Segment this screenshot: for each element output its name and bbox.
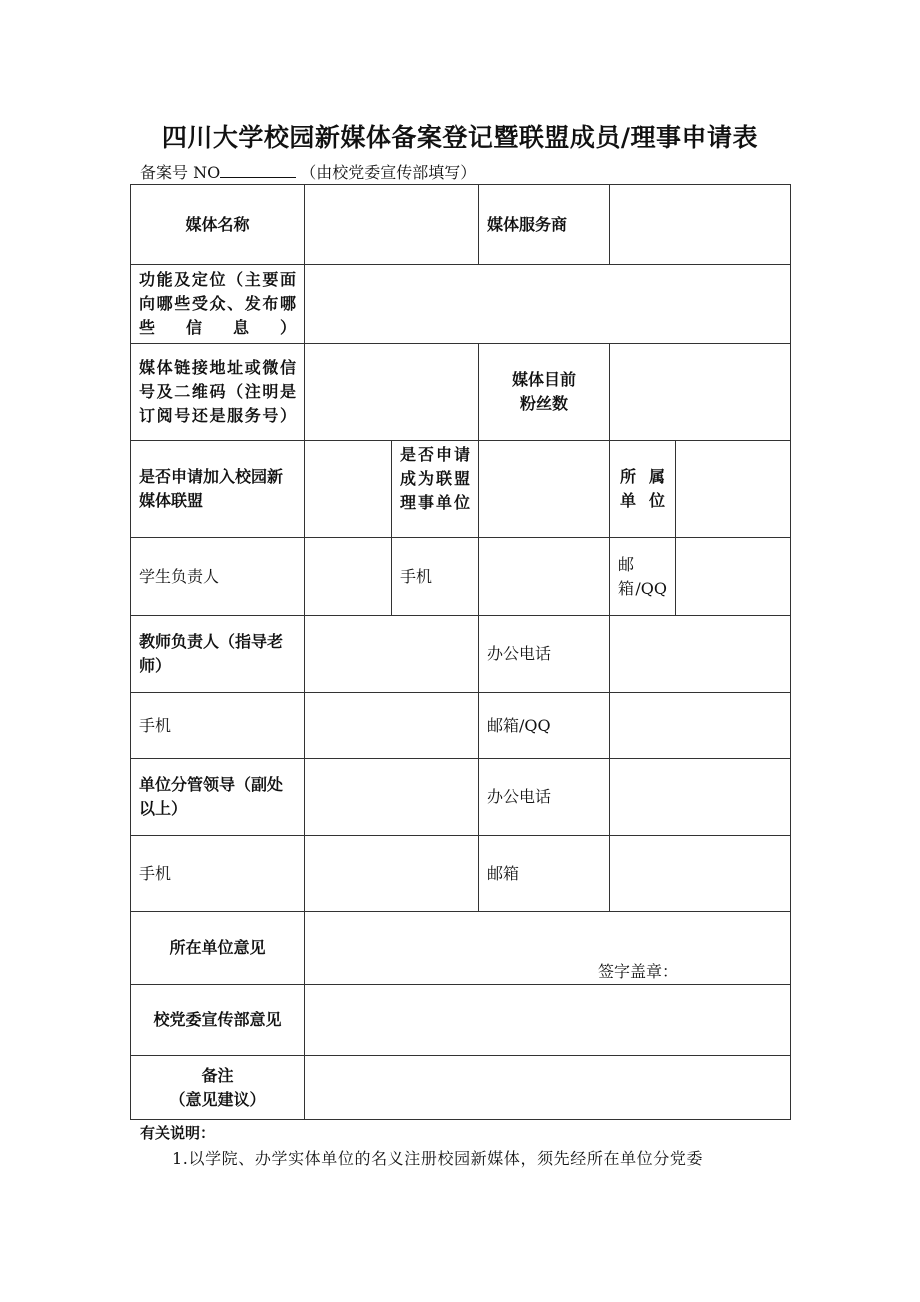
leader-phone-label: 手机 [131,836,305,912]
teacher-lead-label: 教师负责人（指导老师） [131,616,305,693]
media-name-field[interactable] [305,185,479,265]
unit-opinion-field[interactable] [305,912,791,985]
leader-office-phone-field[interactable] [610,759,791,836]
signature-label: 签字盖章： [597,962,678,981]
teacher-phone-label: 手机 [131,693,305,759]
table-row [131,759,791,836]
table-row [131,616,791,693]
affiliated-unit-field[interactable] [676,441,791,538]
function-positioning-field[interactable] [305,265,791,344]
become-director-label: 是否申请成为联盟理事单位 [392,441,479,538]
registration-number-field[interactable] [220,161,296,178]
remarks-title: 备注 [201,1065,234,1085]
unit-leader-field[interactable] [305,759,479,836]
table-row [131,265,791,344]
leader-phone-field[interactable] [305,836,479,912]
notes-item-1: 1.以学院、办学实体单位的名义注册校园新媒体，须先经所在单位分党委 [172,1149,704,1168]
student-lead-field[interactable] [305,538,392,616]
function-positioning-label: 功能及定位（主要面向哪些受众、发布哪些信息） [131,265,305,344]
student-phone-label: 手机 [392,538,479,616]
student-email-qq-label: 邮箱/QQ [610,538,676,616]
leader-email-label: 邮箱 [479,836,610,912]
join-alliance-label: 是否申请加入校园新媒体联盟 [131,441,305,538]
leader-email-field[interactable] [610,836,791,912]
unit-leader-label: 单位分管领导（副处以上） [131,759,305,836]
teacher-phone-field[interactable] [305,693,479,759]
unit-opinion-label: 所在单位意见 [131,912,305,985]
join-alliance-field[interactable] [305,441,392,538]
table-row [131,538,791,616]
media-link-label: 媒体链接地址或微信号及二维码（注明是订阅号还是服务号） [131,344,305,441]
table-row [131,344,791,441]
registration-label: 备案号 NO [140,163,221,182]
media-name-label: 媒体名称 [131,185,305,265]
notes-title: 有关说明： [140,1124,216,1142]
teacher-office-phone-field[interactable] [610,616,791,693]
teacher-office-phone-label: 办公电话 [479,616,610,693]
become-director-field[interactable] [479,441,610,538]
party-opinion-field[interactable] [305,985,791,1056]
page-title: 四川大学校园新媒体备案登记暨联盟成员/理事申请表 [161,123,759,152]
registration-line [140,160,476,183]
teacher-email-qq-field[interactable] [610,693,791,759]
media-provider-field[interactable] [610,185,791,265]
table-row [131,1056,791,1120]
student-email-qq-field[interactable] [676,538,791,616]
table-row [131,912,791,985]
student-phone-field[interactable] [479,538,610,616]
remarks-subtitle: （意见建议） [169,1089,266,1109]
teacher-lead-field[interactable] [305,616,479,693]
table-row [131,441,791,538]
followers-field[interactable] [610,344,791,441]
table-row [131,985,791,1056]
table-row [131,693,791,759]
affiliated-unit-label: 所属单位 [610,441,676,538]
remarks-label [131,1056,305,1120]
table-row [131,185,791,265]
leader-office-phone-label: 办公电话 [479,759,610,836]
remarks-field[interactable] [305,1056,791,1120]
followers-label: 媒体目前粉丝数 [479,344,610,441]
table-row [131,836,791,912]
student-lead-label: 学生负责人 [131,538,305,616]
party-opinion-label: 校党委宣传部意见 [131,985,305,1056]
registration-note: （由校党委宣传部填写） [300,163,477,182]
media-provider-label: 媒体服务商 [479,185,610,265]
teacher-email-qq-label: 邮箱/QQ [479,693,610,759]
media-link-field[interactable] [305,344,479,441]
application-form-table [130,184,791,1120]
